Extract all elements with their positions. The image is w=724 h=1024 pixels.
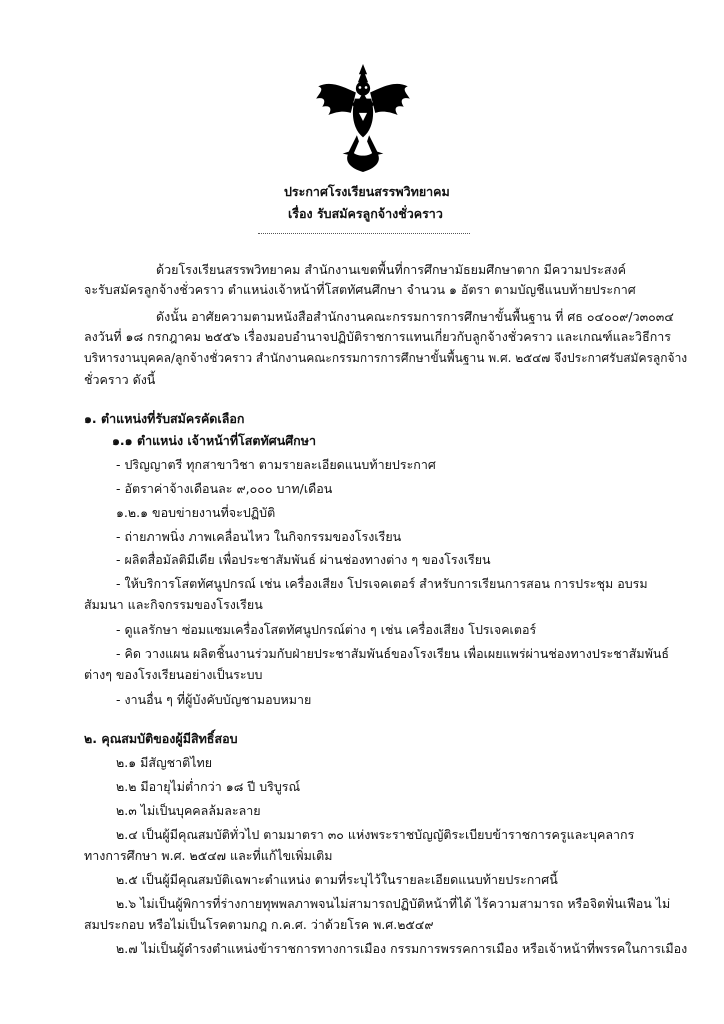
qualification-item-continued: ทางการศึกษา พ.ศ. ๒๕๔๗ และที่แก้ไขเพิ่มเติม [84, 848, 333, 863]
section-1-1-heading: ๑.๑ ตำแหน่ง เจ้าหน้าที่โสตทัศนศึกษา [112, 433, 317, 448]
intro-paragraph-1-line-2: จะรับสมัครลูกจ้างชั่วคราว ตำแหน่งเจ้าหน้าที่โสตทัศนศึกษา จำนวน ๑ อัตรา ตามบัญชีแนบท้ายประกาศ [84, 282, 636, 297]
qualification-item: ๒.๕ เป็นผู้มีคุณสมบัติเฉพาะตำแหน่ง ตามที่ระบุไว้ในรายละเอียดแนบท้ายประกาศนี้ [116, 872, 558, 887]
duty-item: - ผลิตสื่อมัลติมีเดีย เพื่อประชาสัมพันธ์ ผ่านช่องทางต่าง ๆ ของโรงเรียน [116, 552, 491, 567]
qualification-item: ๒.๔ เป็นผู้มีคุณสมบัติทั่วไป ตามมาตรา ๓๐ แห่งพระราชบัญญัติระเบียบข้าราชการครูและบุคลากร [116, 827, 635, 842]
qualification-item-continued: สมประกอบ หรือไม่เป็นโรคตามกฎ ก.ค.ศ. ว่าด้วยโรค พ.ศ.๒๕๔๙ [84, 917, 434, 932]
section-2-heading: ๒. คุณสมบัติของผู้มีสิทธิ์สอบ [84, 731, 238, 746]
salary-rate: - อัตราค่าจ้างเดือนละ ๙,๐๐๐ บาท/เดือน [116, 481, 333, 496]
section-1-heading: ๑. ตำแหน่งที่รับสมัครคัดเลือก [84, 411, 245, 426]
intro-paragraph-2-line-2: ลงวันที่ ๑๘ กรกฎาคม ๒๕๕๖ เรื่องมอบอำนาจปฏิบัติราชการแทนเกี่ยวกับลูกจ้างชั่วคราว และเกณฑ์และวิธีการ [84, 329, 672, 344]
duty-item-continued: สัมมนา และกิจกรรมของโรงเรียน [84, 597, 263, 612]
intro-paragraph-1-line-1: ด้วยโรงเรียนสรรพวิทยาคม สำนักงานเขตพื้นที่การศึกษามัธยมศึกษาตาก มีความประสงค์ [156, 262, 626, 277]
garuda-emblem-icon [312, 62, 414, 174]
duty-item: - งานอื่น ๆ ที่ผู้บังคับบัญชามอบหมาย [116, 692, 312, 707]
intro-paragraph-2-line-3: บริหารงานบุคคล/ลูกจ้างชั่วคราว สำนักงานคณะกรรมการการศึกษาขั้นพื้นฐาน พ.ศ. ๒๕๔๗ จึงประกาศรับสมัครลูกจ้าง [84, 351, 688, 365]
intro-paragraph-2-line-1: ดังนั้น อาศัยความตามหนังสือสำนักงานคณะกรรมการการศึกษาขั้นพื้นฐาน ที่ ศธ ๐๔๐๐๙/ว๓๐๓๔ [156, 309, 674, 324]
duty-item-continued: ต่างๆ ของโรงเรียนอย่างเป็นระบบ [84, 667, 263, 682]
qualification-item: ๒.๖ ไม่เป็นผู้พิการที่ร่างกายทุพพลภาพจนไม่สามารถปฏิบัติหน้าที่ได้ ไร้ความสามารถ หรือจิตฟั่นเฟือน ไม่ [116, 896, 671, 911]
qualification-item: ๒.๑ มีสัญชาติไทย [116, 755, 213, 770]
title-divider [258, 233, 470, 234]
qualification-item: ๒.๗ ไม่เป็นผู้ดำรงตำแหน่งข้าราชการทางการเมือง กรรมการพรรคการเมือง หรือเจ้าหน้าที่พรรคในการเมือง [116, 941, 688, 956]
scope-heading: ๑.๒.๑ ขอบข่ายงานที่จะปฏิบัติ [116, 505, 276, 520]
qualification-item: ๒.๓ ไม่เป็นบุคคลล้มละลาย [116, 803, 261, 818]
intro-paragraph-2-line-4: ชั่วคราว ดังนี้ [84, 372, 156, 387]
degree-requirement: - ปริญญาตรี ทุกสาขาวิชา ตามรายละเอียดแนบท้ายประกาศ [116, 457, 436, 472]
announcement-subject: เรื่อง รับสมัครลูกจ้างชั่วคราว [288, 206, 443, 221]
announcement-title: ประกาศโรงเรียนสรรพวิทยาคม [284, 184, 450, 199]
duty-item: - ให้บริการโสตทัศนูปกรณ์ เช่น เครื่องเสียง โปรเจคเตอร์ สำหรับการเรียนการสอน การประชุม อบรม [116, 576, 648, 591]
duty-item: - คิด วางแผน ผลิตชิ้นงานร่วมกับฝ่ายประชาสัมพันธ์ของโรงเรียน เพื่อเผยแพร่ผ่านช่องทางประชาสัมพันธ์ [116, 646, 670, 661]
qualification-item: ๒.๒ มีอายุไม่ต่ำกว่า ๑๘ ปี บริบูรณ์ [116, 779, 301, 794]
duty-item: - ถ่ายภาพนิ่ง ภาพเคลื่อนไหว ในกิจกรรมของโรงเรียน [116, 529, 402, 544]
duty-item: - ดูแลรักษา ซ่อมแซมเครื่องโสตทัศนูปกรณ์ต่าง ๆ เช่น เครื่องเสียง โปรเจคเตอร์ [116, 622, 537, 637]
